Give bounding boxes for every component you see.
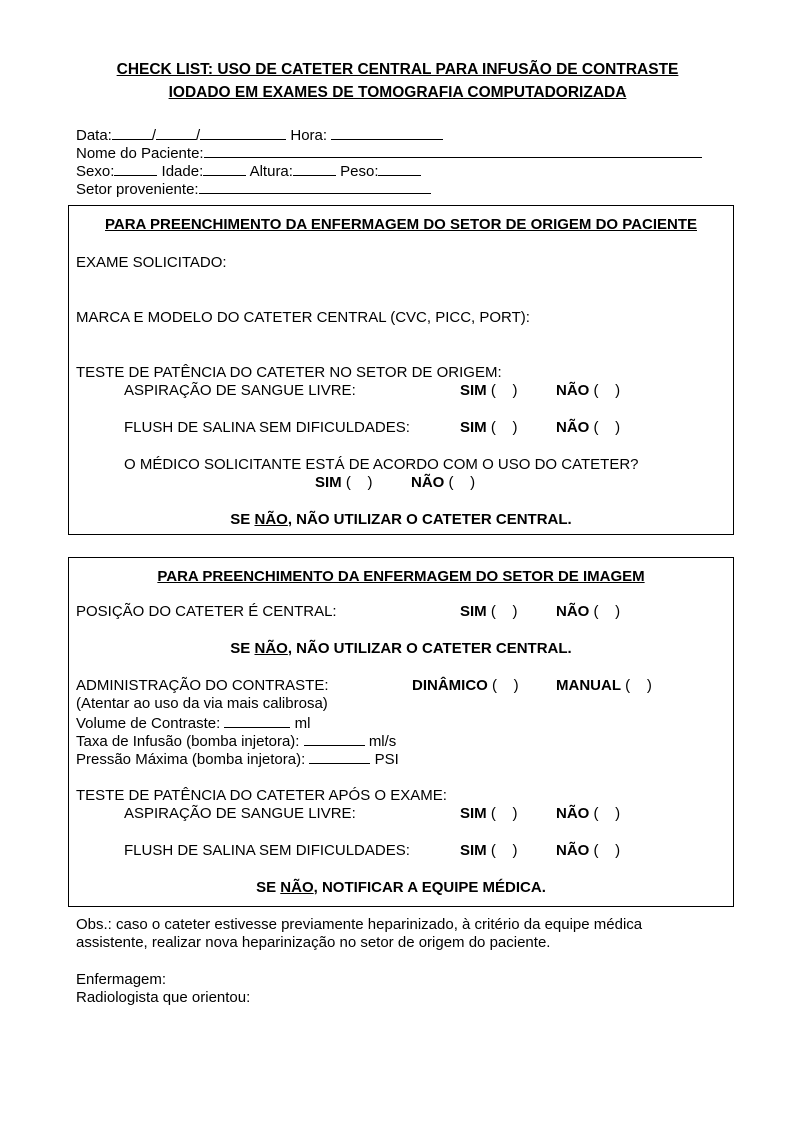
- checkbox-parens: ( ): [345, 474, 373, 491]
- no-label: NÃO: [556, 603, 590, 620]
- checkbox-parens: ( ): [490, 842, 518, 859]
- catheter-position-label: POSIÇÃO DO CATETER É CENTRAL:: [76, 603, 337, 620]
- radiologist-signature-label: Radiologista que orientou:: [76, 989, 251, 1006]
- physician-agreement-yes-option[interactable]: [315, 474, 373, 492]
- contrast-volume-unit: ml: [294, 715, 311, 732]
- position-warning: SE NÃO, NÃO UTILIZAR O CATETER CENTRAL.: [230, 640, 572, 657]
- date-separator: /: [151, 127, 157, 144]
- no-label: NÃO: [556, 382, 590, 399]
- patient-name-field[interactable]: [204, 143, 702, 158]
- post-aspiration-yes-option[interactable]: [460, 805, 518, 823]
- origin-sector-row: [76, 179, 431, 199]
- yes-label: SIM: [460, 419, 487, 436]
- dynamic-option[interactable]: [412, 677, 519, 695]
- checkbox-parens: ( ): [490, 419, 518, 436]
- date-time-row: [76, 125, 443, 145]
- caliber-note: (Atentar ao uso da via mais calibrosa): [76, 695, 328, 712]
- manual-label: MANUAL: [556, 677, 621, 694]
- checkbox-parens: ( ): [492, 677, 519, 694]
- contrast-volume-label: Volume de Contraste:: [76, 715, 221, 732]
- checkbox-parens: ( ): [593, 382, 621, 399]
- origin-patency-test-label: TESTE DE PATÊNCIA DO CATETER NO SETOR DE ORIGEM:: [76, 364, 502, 381]
- physician-agreement-question: O MÉDICO SOLICITANTE ESTÁ DE ACORDO COM O USO DO CATETER?: [124, 456, 639, 473]
- requested-exam-label: EXAME SOLICITADO:: [76, 254, 227, 271]
- origin-warning: SE NÃO, NÃO UTILIZAR O CATETER CENTRAL.: [230, 511, 572, 528]
- post-aspiration-no-option[interactable]: [556, 805, 620, 823]
- date-day-field[interactable]: [112, 125, 152, 140]
- yes-label: SIM: [460, 805, 487, 822]
- weight-field[interactable]: [378, 161, 421, 176]
- origin-sector-field[interactable]: [199, 179, 431, 194]
- imaging-section-header: PARA PREENCHIMENTO DA ENFERMAGEM DO SETOR DE IMAGEM: [157, 568, 645, 585]
- weight-label: Peso:: [340, 163, 379, 180]
- age-field[interactable]: [203, 161, 246, 176]
- origin-aspiration-no-option[interactable]: [556, 382, 620, 400]
- post-exam-patency-test-label: TESTE DE PATÊNCIA DO CATETER APÓS O EXAME:: [76, 787, 447, 804]
- max-pressure-unit: PSI: [374, 751, 399, 768]
- post-flush-no-option[interactable]: [556, 842, 620, 860]
- infusion-rate-field[interactable]: [304, 731, 365, 746]
- infusion-rate-label: Taxa de Infusão (bomba injetora):: [76, 733, 300, 750]
- height-label: Altura:: [249, 163, 293, 180]
- nursing-signature-label: Enfermagem:: [76, 971, 167, 988]
- post-saline-flush-label: FLUSH DE SALINA SEM DIFICULDADES:: [124, 842, 410, 859]
- document-title-line2: IODADO EM EXAMES DE TOMOGRAFIA COMPUTADORIZADA: [168, 84, 627, 101]
- catheter-brand-model-label: MARCA E MODELO DO CATETER CENTRAL (CVC, PICC, PORT):: [76, 309, 530, 326]
- checkbox-parens: ( ): [625, 677, 652, 694]
- dynamic-label: DINÂMICO: [412, 677, 488, 694]
- yes-label: SIM: [460, 842, 487, 859]
- document-title-line1: CHECK LIST: USO DE CATETER CENTRAL PARA INFUSÃO DE CONTRASTE: [116, 61, 679, 78]
- position-yes-option[interactable]: [460, 603, 518, 621]
- sex-field[interactable]: [114, 161, 157, 176]
- checkbox-parens: ( ): [593, 842, 621, 859]
- origin-saline-flush-label: FLUSH DE SALINA SEM DIFICULDADES:: [124, 419, 410, 436]
- origin-section-header: PARA PREENCHIMENTO DA ENFERMAGEM DO SETOR DE ORIGEM DO PACIENTE: [105, 216, 697, 233]
- no-label: NÃO: [556, 419, 590, 436]
- age-label: Idade:: [161, 163, 204, 180]
- post-blood-aspiration-label: ASPIRAÇÃO DE SANGUE LIVRE:: [124, 805, 356, 822]
- notify-warning: SE NÃO, NOTIFICAR A EQUIPE MÉDICA.: [256, 879, 546, 896]
- no-label: NÃO: [556, 805, 590, 822]
- time-label: Hora:: [290, 127, 328, 144]
- date-separator: /: [196, 127, 201, 144]
- observation-line1: Obs.: caso o cateter estivesse previamente heparinizado, à critério da equipe médica: [76, 916, 643, 933]
- patient-vitals-row: [76, 161, 421, 181]
- patient-name-label: Nome do Paciente:: [76, 145, 204, 162]
- patient-name-row: [76, 143, 702, 163]
- origin-nursing-section: [68, 205, 734, 535]
- origin-blood-aspiration-label: ASPIRAÇÃO DE SANGUE LIVRE:: [124, 382, 356, 399]
- observation-line2: assistente, realizar nova heparinização no setor de origem do paciente.: [76, 934, 551, 951]
- checkbox-parens: ( ): [593, 805, 621, 822]
- imaging-nursing-section: [68, 557, 734, 907]
- position-no-option[interactable]: [556, 603, 620, 621]
- origin-flush-yes-option[interactable]: [460, 419, 518, 437]
- yes-label: SIM: [460, 382, 487, 399]
- no-label: NÃO: [411, 474, 445, 491]
- checkbox-parens: ( ): [490, 805, 518, 822]
- checkbox-parens: ( ): [448, 474, 476, 491]
- checkbox-parens: ( ): [593, 603, 621, 620]
- date-year-field[interactable]: [200, 125, 286, 140]
- max-pressure-label: Pressão Máxima (bomba injetora):: [76, 751, 306, 768]
- checkbox-parens: ( ): [490, 382, 518, 399]
- checkbox-parens: ( ): [593, 419, 621, 436]
- sex-label: Sexo:: [76, 163, 115, 180]
- max-pressure-field[interactable]: [309, 749, 370, 764]
- origin-flush-no-option[interactable]: [556, 419, 620, 437]
- max-pressure-row: [76, 749, 399, 769]
- contrast-volume-row: [76, 713, 310, 733]
- checkbox-parens: ( ): [490, 603, 518, 620]
- no-label: NÃO: [556, 842, 590, 859]
- physician-agreement-no-option[interactable]: [411, 474, 475, 492]
- origin-aspiration-yes-option[interactable]: [460, 382, 518, 400]
- origin-sector-label: Setor proveniente:: [76, 181, 199, 198]
- height-field[interactable]: [293, 161, 336, 176]
- time-field[interactable]: [331, 125, 443, 140]
- yes-label: SIM: [460, 603, 487, 620]
- date-label: Data:: [76, 127, 112, 144]
- yes-label: SIM: [315, 474, 342, 491]
- infusion-rate-unit: ml/s: [368, 733, 397, 750]
- contrast-administration-label: ADMINISTRAÇÃO DO CONTRASTE:: [76, 677, 329, 694]
- manual-option[interactable]: [556, 677, 652, 695]
- infusion-rate-row: [76, 731, 396, 751]
- date-month-field[interactable]: [156, 125, 196, 140]
- post-flush-yes-option[interactable]: [460, 842, 518, 860]
- contrast-volume-field[interactable]: [224, 713, 290, 728]
